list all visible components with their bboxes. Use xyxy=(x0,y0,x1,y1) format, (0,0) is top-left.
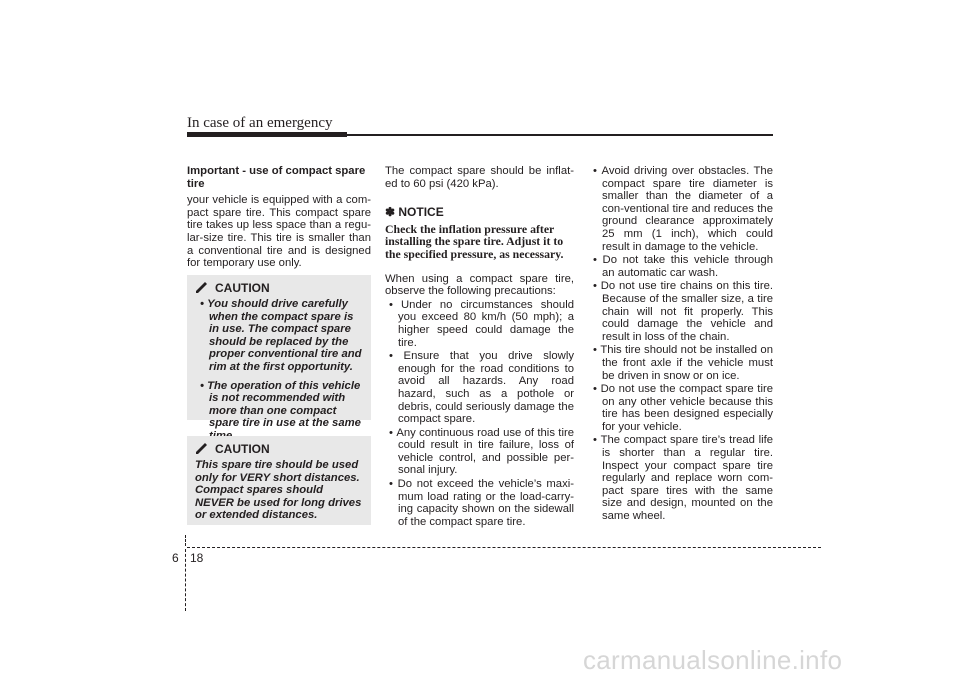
column-1 xyxy=(187,165,371,270)
caution-heading xyxy=(195,281,365,295)
inflation-text: The compact spare should be inflat-ed to 60 psi (420 kPa). xyxy=(385,165,574,190)
watermark: carmanualsonline.info xyxy=(583,645,843,675)
precautions-list xyxy=(385,299,574,529)
pencil-icon xyxy=(195,282,209,294)
footer-divider xyxy=(185,549,186,611)
caution-box-1 xyxy=(187,275,371,430)
list-item: • This tire should not be installed on the front axle if the vehicle must be driven in snow or on ice. xyxy=(593,344,773,382)
caution-title: CAUTION xyxy=(215,281,270,295)
caution-title: CAUTION xyxy=(215,442,270,456)
list-item: • Do not exceed the vehicle’s maxi-mum load rating or the load-carry-ing capacity shown on the sidewall of the compact spare tire. xyxy=(389,478,575,528)
list-item: • Any continuous road use of this tire could result in tire failure, loss of vehicle control, and possible per-sonal injury. xyxy=(389,426,575,477)
notice-title: ✽ NOTICE xyxy=(385,205,444,220)
list-item: • The compact spare tire’s tread life is shorter than a regular tire. Inspect your compact spare tire regularly and replace worn com-pact spare tires with the same size and design, mounted on the same wheel. xyxy=(593,434,774,523)
compact-spare-intro: your vehicle is equipped with a com-pact spare tire. This compact spare tire takes up less space than a regu-lar-size tire. This tire is smaller than a conventional tire and is designed for temporary use only. xyxy=(187,194,371,270)
header-bar xyxy=(187,132,347,137)
list-item: • Do not use the compact spare tire on any other vehicle because this tire has been designed especially for your vehicle. xyxy=(593,383,773,433)
footer-divider xyxy=(185,535,186,546)
compact-spare-heading: Important - use of compact spare tire xyxy=(187,165,366,190)
chapter-number: 6 xyxy=(172,551,179,565)
section-title: In case of an emergency xyxy=(187,115,333,131)
column-3 xyxy=(589,165,773,524)
pencil-icon xyxy=(195,443,209,455)
header-rule xyxy=(347,134,773,136)
list-item: • Do not use tire chains on this tire. Because of the smaller size, a tire chain will not fit properly. This could damage the vehicle and result in loss of the chain. xyxy=(593,280,773,343)
column-2 xyxy=(385,165,574,529)
precautions-lead: When using a compact spare tire, observe the following precautions: xyxy=(385,272,574,298)
caution-heading xyxy=(195,442,365,456)
precautions-list-continued xyxy=(589,165,773,523)
caution-list xyxy=(195,298,365,443)
page-number: 18 xyxy=(190,551,204,565)
footer-rule xyxy=(187,547,821,548)
list-item: • Do not take this vehicle through an automatic car wash. xyxy=(593,254,773,279)
caution-text: This spare tire should be used only for VERY short distances. Compact spares should NEVER be used for long drives or extended distances. xyxy=(195,459,362,522)
caution-box-2 xyxy=(187,436,371,525)
caution-item: • The operation of this vehicle is not recommended with more than one compact spare tire in use at the same xyxy=(200,379,361,430)
caution-item: • You should drive carefully when the compact spare is in use. The compact spare should be replaced by the proper conventional tire and rim at the first opportunity. xyxy=(200,298,362,373)
list-item: • Under no circumstances should you exceed 80 km/h (50 mph); a higher speed could damage the tire. xyxy=(389,298,575,349)
notice-text: Check the inflation pressure after installing the spare tire. Adjust it to the specified pressure, as necessary. xyxy=(385,221,564,261)
list-item: • Ensure that you drive slowly enough for the road conditions to avoid all hazards. Any road hazard, such as a pothole or debris, could seriously damage the compact spare. xyxy=(389,350,574,426)
list-item: • Avoid driving over obstacles. The compact spare tire diameter is smaller than the diameter of a con-ventional tire and reduces the ground clearance approximately 25 mm (1 inch), which could result in damage to the vehicle. xyxy=(593,165,773,253)
